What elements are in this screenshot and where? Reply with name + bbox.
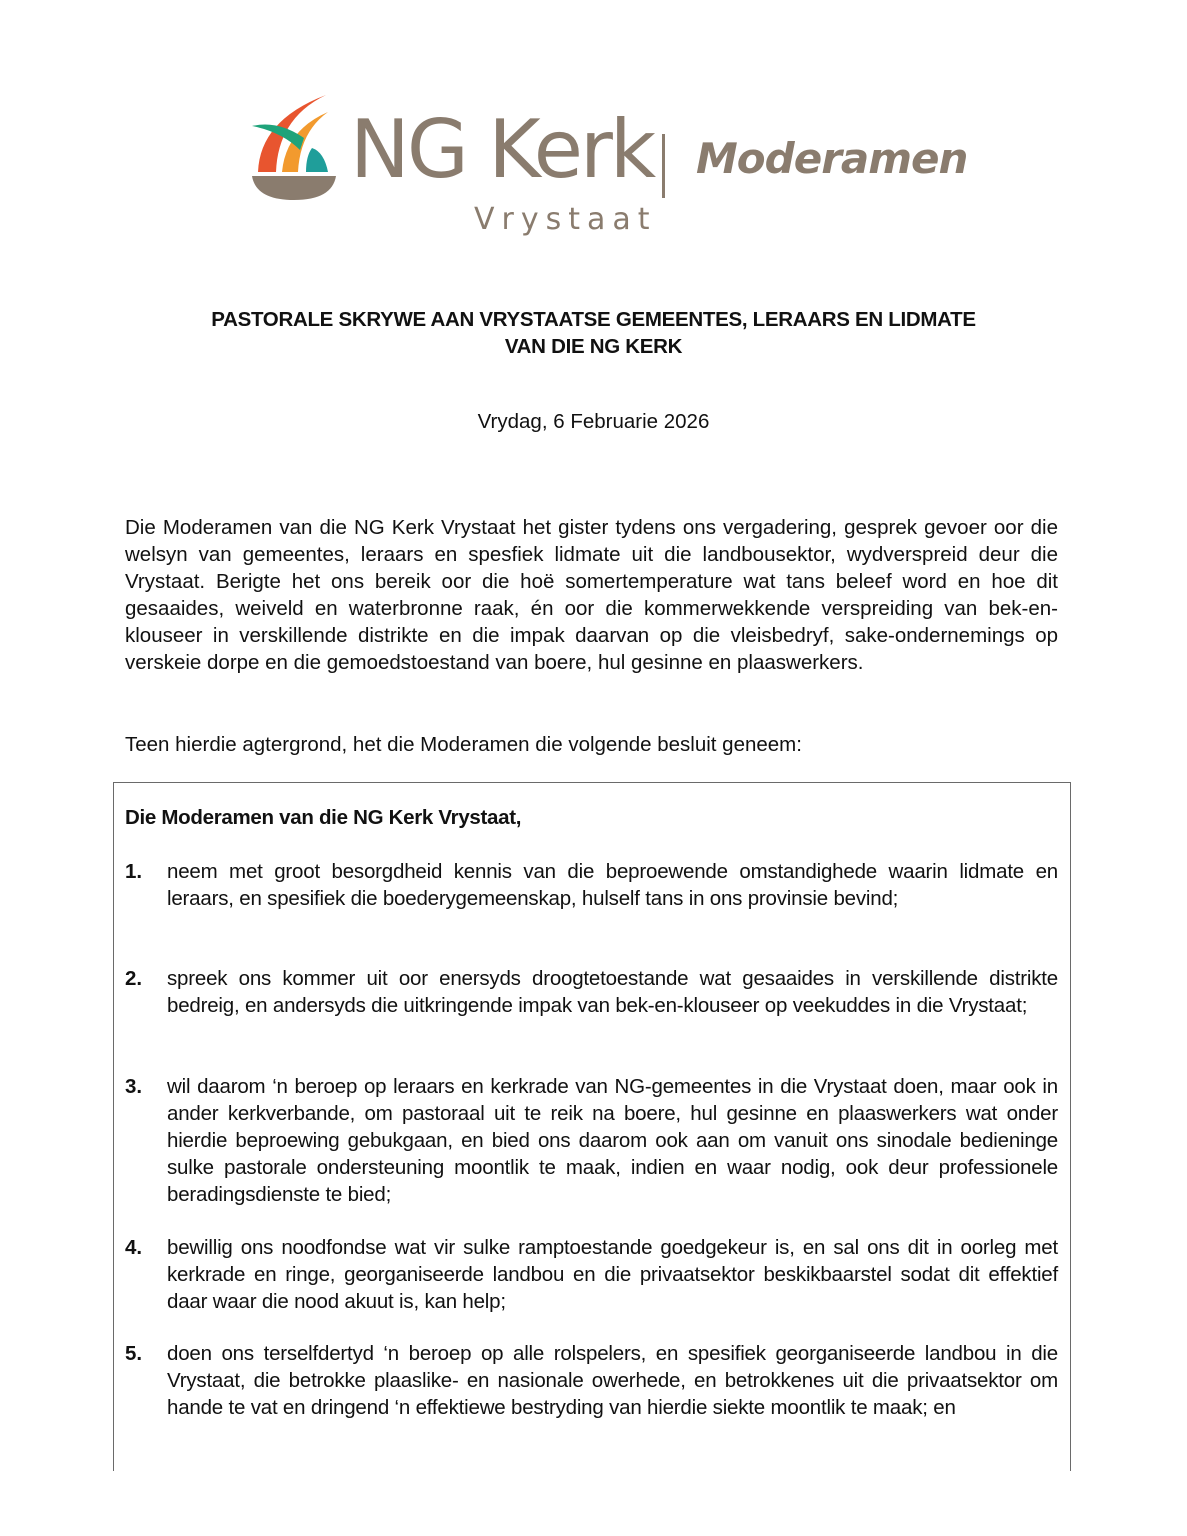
logo-name: NG Kerk (350, 103, 654, 196)
document-date: Vrydag, 6 Februarie 2026 (477, 410, 710, 433)
logo-subtitle: Vrystaat (474, 202, 657, 237)
logo-divider (662, 134, 665, 198)
item-number: 3. (125, 1075, 143, 1098)
lead-in-paragraph: Teen hierdie agtergrond, het die Moderamen die volgende besluit geneem: (125, 733, 802, 756)
item-number: 2. (125, 967, 143, 990)
item-text: bewillig ons noodfondse wat vir sulke ramptoestande goedgekeur is, en sal ons dit in oorleg met kerkrade en ringe, georganiseerde landbou en die privaatsektor beskikbaarstel sodat dit effektief daar waar die nood akuut is, kan help; (167, 1236, 1058, 1313)
church-bowl-logo-icon (248, 90, 348, 200)
item-text: spreek ons kommer uit oor enersyds droogtetoestande wat gesaaides in verskillende distrikte bedreig, en andersyds die uitkringende impak van bek-en-klouseer op veekuddes in die Vrystaat; (167, 967, 1058, 1017)
title-line-1: PASTORALE SKRYWE AAN VRYSTAATSE GEMEENTES, LERAARS EN LIDMATE (211, 308, 976, 331)
organization-logo (248, 90, 968, 250)
resolution-heading: Die Moderamen van die NG Kerk Vrystaat, (125, 806, 522, 829)
title-line-2: VAN DIE NG KERK (504, 335, 683, 358)
item-number: 5. (125, 1342, 143, 1365)
item-text: doen ons terselfdertyd ‘n beroep op alle rolspelers, en spesifiek georganiseerde landbou in die Vrystaat, die betrokke plaaslike- en nasionale owerhede, en betrokkenes uit die privaatsektor om hande te vat en dringend ‘n effektiewe bestryding van hierdie siekte moontlik te maak; en (167, 1342, 1058, 1419)
document-title (100, 306, 1087, 360)
item-text: wil daarom ‘n beroep op leraars en kerkrade van NG-gemeentes in die Vrystaat doen, maar ook in ander kerkverbande, om pastoraal uit te reik na boere, hul gesinne en plaaswerkers wat onder hierdie beproewing gebukgaan, en bied ons daarom ook aan om vanuit ons sinodale bedieninge sulke pastorale ondersteuning moontlik te maak, indien en waar nodig, ook deur professionele beradingsdienste te bied; (167, 1075, 1058, 1206)
logo-organization: Moderamen (696, 134, 968, 183)
item-text: neem met groot besorgdheid kennis van die beproewende omstandighede waarin lidmate en leraars, en spesifiek die boederygemeenskap, hulself tans in ons provinsie bevind; (167, 860, 1058, 910)
resolution-box (113, 782, 1071, 1471)
item-number: 1. (125, 860, 143, 883)
item-number: 4. (125, 1236, 143, 1259)
intro-paragraph: Die Moderamen van die NG Kerk Vrystaat het gister tydens ons vergadering, gesprek gevoer oor die welsyn van gemeentes, leraars en spesfiek lidmate uit die landbousektor, wydverspreid deur die Vrystaat. Berigte het ons bereik oor die hoë somertemperature wat tans beleef word en hoe dit gesaaides, weiveld en waterbronne raak, én oor die kommerwekkende verspreiding van bek-en-klouseer in verskillende distrikte en die impak daarvan op die vleisbedryf, sake-ondernemings op verskeie dorpe en die gemoedstoestand van boere, hul gesinne en plaaswerkers. (125, 516, 1058, 674)
